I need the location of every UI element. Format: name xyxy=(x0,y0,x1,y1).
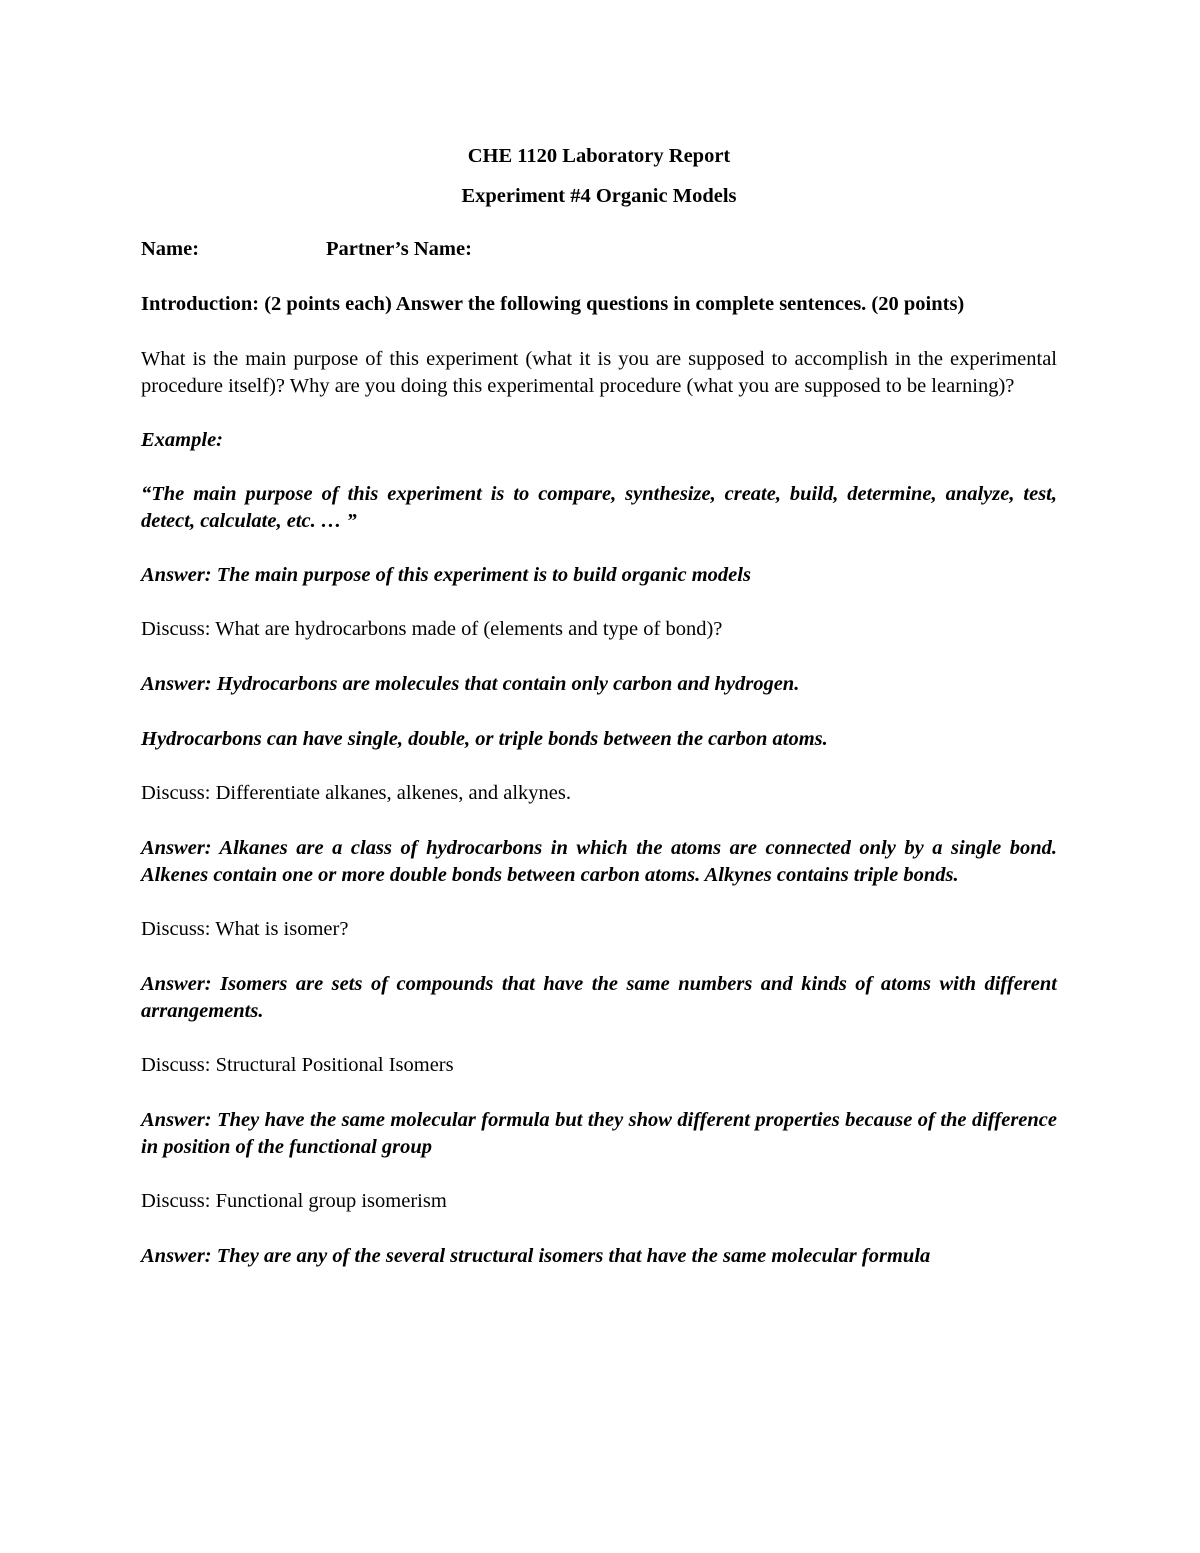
experiment-title: Experiment #4 Organic Models xyxy=(461,185,737,207)
introduction-instructions: Introduction: (2 points each) Answer the following questions in complete sentences. (20 points) xyxy=(141,293,965,315)
discussion-answer-isomer: Answer: Isomers are sets of compounds that have the same numbers and kinds of atoms with different arrangements. xyxy=(141,973,1057,1022)
course-title: CHE 1120 Laboratory Report xyxy=(467,145,731,167)
discussion-answer-alkanes: Answer: Alkanes are a class of hydrocarbons in which the atoms are connected only by a single bond. Alkenes contain one or more double bonds between carbon atoms. Alkynes contains triple bonds. xyxy=(141,837,1057,886)
discussion-answer-positional-isomers: Answer: They have the same molecular formula but they show different properties because of the difference in position of the functional group xyxy=(141,1109,1057,1158)
purpose-answer: Answer: The main purpose of this experiment is to build organic models xyxy=(141,564,751,586)
discussion-answer-hydrocarbons-bonds: Hydrocarbons can have single, double, or triple bonds between the carbon atoms. xyxy=(141,728,828,750)
discussion-prompt-functional-group: Discuss: Functional group isomerism xyxy=(141,1190,447,1212)
partner-name-label: Partner’s Name: xyxy=(326,238,472,260)
document-page xyxy=(141,140,1057,1270)
example-quote: “The main purpose of this experiment is to compare, synthesize, create, build, determine, analyze, test, detect, calculate, etc. … ” xyxy=(141,483,1057,532)
name-label: Name: xyxy=(141,238,200,260)
discussion-prompt-positional-isomers: Discuss: Structural Positional Isomers xyxy=(141,1054,454,1076)
discussion-answer-hydrocarbons: Answer: Hydrocarbons are molecules that contain only carbon and hydrogen. xyxy=(141,673,800,695)
discussion-prompt-isomer: Discuss: What is isomer? xyxy=(141,918,349,940)
example-label: Example: xyxy=(141,429,223,451)
name-fields xyxy=(141,236,1057,263)
discussion-prompt-hydrocarbons: Discuss: What are hydrocarbons made of (elements and type of bond)? xyxy=(141,618,723,640)
discussion-prompt-alkanes: Discuss: Differentiate alkanes, alkenes, and alkynes. xyxy=(141,782,571,804)
purpose-question: What is the main purpose of this experiment (what it is you are supposed to accomplish in the experimental procedure itself)? Why are you doing this experimental procedure (what you are supposed to be learning)? xyxy=(141,348,1057,397)
discussion-answer-functional-group: Answer: They are any of the several structural isomers that have the same molecular formula xyxy=(141,1245,931,1267)
